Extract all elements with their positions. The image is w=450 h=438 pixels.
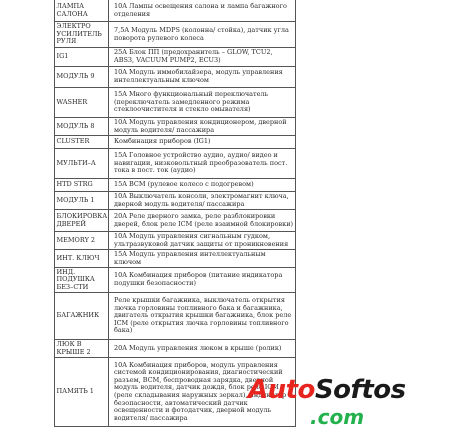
table-row: [55, 136, 296, 149]
table-row: [55, 210, 296, 232]
table-row: [55, 48, 296, 67]
fuse-description-cell: 15A Головное устройство аудио, аудио/ видео и навигации, низковольтный преобразователь пост. тока в пост. ток (аудио): [109, 149, 296, 179]
fuse-description-cell: 15A Модуль управления интеллектуальным ключом: [109, 250, 296, 268]
fuse-description-cell: 10A Комбинация приборов, модуль управления системой кондиционирования, диагностический разъем, BCM, беспроводная зарядка, дверной модуль водителя, датчик дождя, блок реле ICM (реле складывания наружных зеркал), индикатор безопасности, автоматический датчик освещенности и фотодатчик, дверной модуль водителя/ пассажира: [109, 358, 296, 427]
fuse-name-cell: ИНТ. КЛЮЧ: [55, 250, 109, 268]
fuse-description-cell: 10A Выключатель консоли, электромагнит ключа, дверной модуль водителя/ пассажира: [109, 192, 296, 210]
table-row: [55, 232, 296, 250]
fuse-table: [54, 0, 296, 427]
fuse-name-cell: МОДУЛЬ 8: [55, 118, 109, 136]
table-row: [55, 118, 296, 136]
fuse-description-cell: 10A Лампы освещения салона и лампа багажного отделения: [109, 0, 296, 22]
fuse-description-cell: 25A Блок ПП (предохранитель – GLOW, TCU2, ABS3, VACUUM PUMP2, ECU3): [109, 48, 296, 67]
table-row: [55, 179, 296, 192]
table-row: [55, 250, 296, 268]
fuse-name-cell: MEMORY 2: [55, 232, 109, 250]
fuse-description-cell: 10A Комбинация приборов (питание индикатора подушки безопасности): [109, 268, 296, 293]
table-row: [55, 22, 296, 48]
fuse-description-cell: 7,5A Модуль MDPS (колонна/ стойка), датчик угла поворота рулевого колеса: [109, 22, 296, 48]
fuse-name-cell: МОДУЛЬ 1: [55, 192, 109, 210]
fuse-description-cell: 20A Модуль управления люком в крыше (ролик): [109, 340, 296, 358]
fuse-name-cell: ПАМЯТЬ 1: [55, 358, 109, 427]
fuse-name-cell: ЛАМПА САЛОНА: [55, 0, 109, 22]
table-row: [55, 340, 296, 358]
fuse-description-cell: 10A Модуль иммобилайзера, модуль управления интеллектуальным ключом: [109, 67, 296, 88]
fuse-name-cell: ИНД. ПОДУШКА БЕЗ–СТИ: [55, 268, 109, 293]
watermark-softos: Softos: [314, 375, 406, 405]
watermark-auto: Auto: [248, 375, 315, 405]
fuse-description-cell: Реле крышки багажника, выключатель открытия лючка горловины топливного бака и багажника, двигатель открытия крышки багажника, блок реле ICM (реле открытия лючка горловины топливного бака): [109, 293, 296, 340]
fuse-description-cell: 20A Реле дверного замка, реле разблокировки дверей, блок реле ICM (реле взаимной блокировки): [109, 210, 296, 232]
fuse-description-cell: Комбинация приборов (IG1): [109, 136, 296, 149]
fuse-name-cell: IG1: [55, 48, 109, 67]
fuse-name-cell: ЛЮК В КРЫШЕ 2: [55, 340, 109, 358]
fuse-description-cell: 10A Модуль управления кондиционером, дверной модуль водителя/ пассажира: [109, 118, 296, 136]
table-row: [55, 0, 296, 22]
fuse-name-cell: БЛОКИРОВКА ДВЕРЕЙ: [55, 210, 109, 232]
fuse-description-cell: 15A BCM (рулевое колесо с подогревом): [109, 179, 296, 192]
table-row: [55, 149, 296, 179]
fuse-name-cell: CLUSTER: [55, 136, 109, 149]
watermark-domain: .com: [310, 405, 365, 429]
table-row: [55, 67, 296, 88]
watermark-logo: [248, 375, 406, 405]
fuse-name-cell: БАГАЖНИК: [55, 293, 109, 340]
fuse-name-cell: WASHER: [55, 88, 109, 118]
fuse-name-cell: МУЛЬТИ–А: [55, 149, 109, 179]
fuse-name-cell: HTD STRG: [55, 179, 109, 192]
table-row: [55, 268, 296, 293]
fuse-description-cell: 10A Модуль управления сигнальным гудком, ультразвуковой датчик защиты от проникновения: [109, 232, 296, 250]
table-row: [55, 192, 296, 210]
fuse-description-cell: 15A Много функциональный переключатель (переключатель замедленного режима стеклоочистителя и стекло омывателя): [109, 88, 296, 118]
table-row: [55, 88, 296, 118]
table-row: [55, 293, 296, 340]
fuse-name-cell: МОДУЛЬ 9: [55, 67, 109, 88]
fuse-name-cell: ЭЛЕКТРО УСИЛИТЕЛЬ РУЛЯ: [55, 22, 109, 48]
